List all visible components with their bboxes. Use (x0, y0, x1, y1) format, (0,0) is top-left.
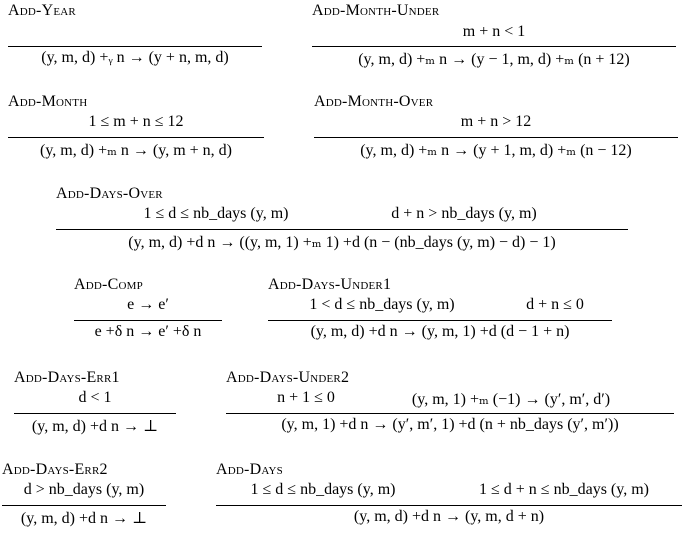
inference-bar (226, 413, 674, 414)
rule-premise: d < 1 (78, 389, 112, 406)
inference-bar (56, 229, 628, 230)
rule-premise: m + n < 1 (462, 23, 526, 40)
rule-premise: (y, m, 1) +ₘ (−1) → (y′, m′, d′) (411, 391, 611, 408)
rule-premise: 1 ≤ d ≤ nb_days (y, m) (250, 481, 396, 498)
rule-conclusion: (y, m, d) +d n → (y, m, 1) +d (d − 1 + n) (310, 323, 570, 340)
rule-conclusion: (y, m, d) +ᵧ n → (y + n, m, d) (41, 49, 229, 66)
rule-conclusion: (y, m, d) +d n → ((y, m, 1) +ₘ 1) +d (n − (nb_days (y, m) − d) − 1) (128, 234, 556, 251)
rule-name: Add-Month (8, 93, 88, 110)
inference-bar (2, 505, 166, 506)
inference-bar (312, 46, 676, 47)
rule-conclusion: (y, m, d) +ₘ n → (y − 1, m, d) +ₘ (n + 12) (358, 51, 630, 68)
inference-bar (216, 505, 682, 506)
rule-conclusion: (y, m, 1) +d n → (y′, m′, 1) +d (n + nb_days (y′, m′)) (281, 416, 619, 433)
inference-bar (268, 320, 612, 321)
rule-name: Add-Comp (74, 276, 143, 293)
rule-name: Add-Days-Err1 (14, 369, 120, 386)
rule-premise: d + n > nb_days (y, m) (391, 205, 537, 222)
rule-premise: m + n > 12 (460, 113, 532, 130)
rule-premise: 1 ≤ d ≤ nb_days (y, m) (143, 205, 289, 222)
rule-premise: 1 ≤ d + n ≤ nb_days (y, m) (479, 481, 649, 498)
rule-premise: 1 ≤ m + n ≤ 12 (88, 113, 184, 130)
inference-bar (314, 137, 678, 138)
rule-conclusion: (y, m, d) +ₘ n → (y + 1, m, d) +ₘ (n − 12) (360, 142, 632, 159)
rule-premise: n + 1 ≤ 0 (277, 389, 335, 406)
rule-premise: d > nb_days (y, m) (23, 481, 145, 498)
rule-name: Add-Month-Under (312, 2, 440, 19)
rule-name: Add-Days-Under2 (226, 369, 350, 386)
rule-premise: 1 < d ≤ nb_days (y, m) (309, 296, 455, 313)
rule-conclusion: (y, m, d) +d n → (y, m, d + n) (353, 508, 545, 525)
rule-conclusion: e +δ n → e′ +δ n (94, 323, 202, 340)
rule-name: Add-Month-Over (314, 93, 434, 110)
rule-premise: e → e′ (127, 296, 169, 313)
inference-bar (14, 413, 176, 414)
rule-name: Add-Days-Over (56, 185, 163, 202)
rule-conclusion: (y, m, d) +ₘ n → (y, m + n, d) (40, 142, 232, 159)
rule-conclusion: (y, m, d) +d n → ⊥ (31, 418, 159, 435)
rule-name: Add-Year (8, 2, 76, 19)
rule-name: Add-Days (216, 461, 283, 478)
rule-premise: d + n ≤ 0 (526, 296, 584, 313)
rule-conclusion: (y, m, d) +d n → ⊥ (20, 510, 148, 527)
inference-bar (8, 137, 264, 138)
rule-name: Add-Days-Under1 (268, 276, 392, 293)
rule-name: Add-Days-Err2 (2, 461, 108, 478)
inference-bar (8, 46, 262, 47)
inference-bar (74, 320, 222, 321)
